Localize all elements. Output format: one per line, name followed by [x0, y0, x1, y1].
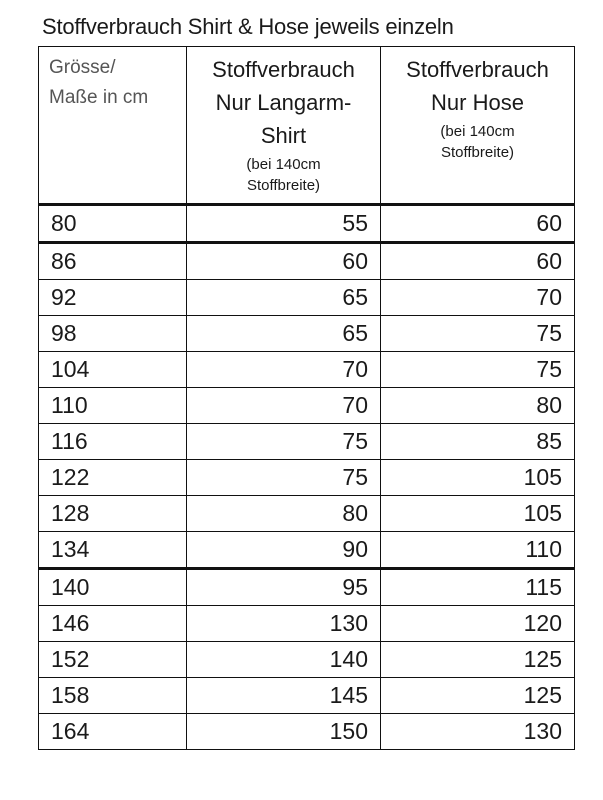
table-row: [39, 496, 575, 532]
table-row: [39, 569, 575, 606]
header-shirt-line1: Stoffverbrauch: [212, 57, 355, 82]
pants-value-cell: 105: [381, 460, 575, 496]
pants-value-cell: 125: [381, 678, 575, 714]
pants-value-cell: 115: [381, 569, 575, 606]
pants-value-cell: 75: [381, 316, 575, 352]
size-cell: 134: [39, 532, 187, 569]
pants-value-cell: 110: [381, 532, 575, 569]
shirt-value-cell: 55: [187, 205, 381, 243]
table-row: [39, 243, 575, 280]
table-row: [39, 642, 575, 678]
shirt-value-cell: 70: [187, 388, 381, 424]
header-shirt-note1: (bei 140cm: [246, 156, 321, 173]
document-title: Stoffverbrauch Shirt & Hose jeweils einzeln: [42, 14, 454, 39]
header-size-line2: Maße in cm: [49, 87, 149, 108]
pants-value-cell: 80: [381, 388, 575, 424]
shirt-value-cell: 70: [187, 352, 381, 388]
size-cell: 146: [39, 606, 187, 642]
pants-value-cell: 130: [381, 714, 575, 750]
pants-value-cell: 75: [381, 352, 575, 388]
shirt-value-cell: 60: [187, 243, 381, 280]
table-row: [39, 606, 575, 642]
size-cell: 140: [39, 569, 187, 606]
header-pants-note2: Stoffbreite): [440, 144, 515, 161]
size-cell: 122: [39, 460, 187, 496]
pants-value-cell: 120: [381, 606, 575, 642]
size-cell: 98: [39, 316, 187, 352]
table-row: [39, 316, 575, 352]
size-cell: 158: [39, 678, 187, 714]
shirt-value-cell: 75: [187, 424, 381, 460]
header-pants: [381, 47, 575, 205]
fabric-consumption-table: [38, 46, 575, 750]
shirt-value-cell: 140: [187, 642, 381, 678]
size-cell: 80: [39, 205, 187, 243]
shirt-value-cell: 95: [187, 569, 381, 606]
table-row: [39, 352, 575, 388]
header-shirt-note2: Stoffbreite): [246, 177, 321, 194]
pants-value-cell: 125: [381, 642, 575, 678]
header-pants-line1: Stoffverbrauch: [406, 57, 549, 82]
shirt-value-cell: 75: [187, 460, 381, 496]
shirt-value-cell: 65: [187, 316, 381, 352]
shirt-value-cell: 80: [187, 496, 381, 532]
shirt-value-cell: 145: [187, 678, 381, 714]
header-pants-note1: (bei 140cm: [440, 123, 515, 140]
pants-value-cell: 105: [381, 496, 575, 532]
size-cell: 104: [39, 352, 187, 388]
shirt-value-cell: 90: [187, 532, 381, 569]
size-cell: 116: [39, 424, 187, 460]
table-row: [39, 388, 575, 424]
pants-value-cell: 85: [381, 424, 575, 460]
table-body: [39, 205, 575, 750]
shirt-value-cell: 65: [187, 280, 381, 316]
size-cell: 152: [39, 642, 187, 678]
header-pants-line2: Nur Hose: [431, 90, 524, 115]
table-row: [39, 714, 575, 750]
table-row: [39, 678, 575, 714]
size-cell: 86: [39, 243, 187, 280]
pants-value-cell: 60: [381, 243, 575, 280]
header-size: [39, 47, 187, 205]
shirt-value-cell: 130: [187, 606, 381, 642]
header-shirt-line2: Nur Langarm-: [215, 90, 352, 115]
size-cell: 128: [39, 496, 187, 532]
table-row: [39, 280, 575, 316]
header-shirt: [187, 47, 381, 205]
pants-value-cell: 70: [381, 280, 575, 316]
table-row: [39, 205, 575, 243]
size-cell: 92: [39, 280, 187, 316]
size-cell: 110: [39, 388, 187, 424]
table-row: [39, 424, 575, 460]
header-size-line1: Grösse/: [49, 57, 116, 78]
header-shirt-line3: Shirt: [260, 123, 307, 148]
table-row: [39, 532, 575, 569]
shirt-value-cell: 150: [187, 714, 381, 750]
table-row: [39, 460, 575, 496]
table-header-row: [39, 47, 575, 205]
size-cell: 164: [39, 714, 187, 750]
pants-value-cell: 60: [381, 205, 575, 243]
